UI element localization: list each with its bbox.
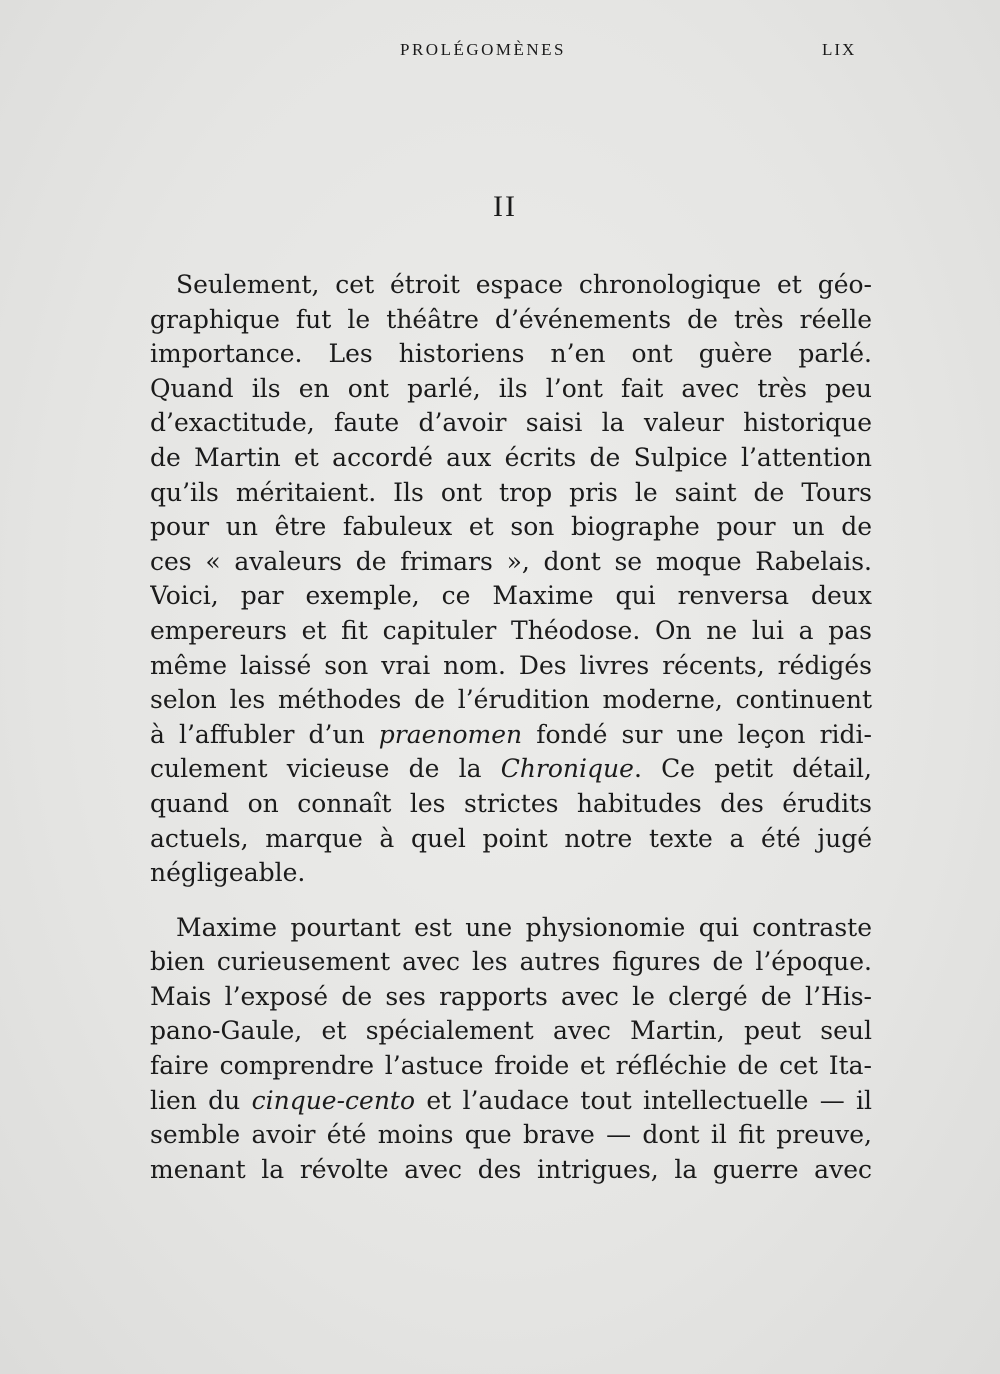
paragraph-1 bbox=[150, 268, 872, 891]
text-line: qu’ils méritaient. Ils ont trop pris le saint de Tours bbox=[150, 477, 872, 507]
text-run: lien du bbox=[150, 1085, 252, 1115]
text-line: selon les méthodes de l’érudition moderne, continuent bbox=[150, 685, 872, 715]
italic-term: cinque-cento bbox=[251, 1085, 416, 1115]
running-head bbox=[0, 40, 1000, 64]
text-line: actuels, marque à quel point notre texte a été jugé bbox=[150, 823, 872, 853]
text-line: d’exactitude, faute d’avoir saisi la valeur historique bbox=[150, 408, 872, 438]
text-line bbox=[150, 1084, 872, 1119]
text-line: Voici, par exemple, ce Maxime qui renversa deux bbox=[150, 581, 872, 611]
text-line: négligeable. bbox=[150, 858, 306, 888]
italic-title: Chronique bbox=[500, 754, 634, 784]
text-line: Maxime pourtant est une physionomie qui contraste bbox=[176, 912, 872, 942]
paragraph-2 bbox=[150, 911, 872, 1188]
text-line: même laissé son vrai nom. Des livres récents, rédigés bbox=[150, 650, 872, 680]
text-line: Quand ils en ont parlé, ils l’ont fait avec très peu bbox=[150, 373, 872, 403]
text-line: quand on connaît les strictes habitudes des érudits bbox=[150, 788, 872, 818]
paragraph-gap bbox=[150, 891, 872, 911]
text-line: semble avoir été moins que brave — dont il fit preuve, bbox=[150, 1120, 872, 1150]
text-line: bien curieusement avec les autres figures de l’époque. bbox=[150, 947, 872, 977]
text-run: à l’affubler d’un bbox=[150, 719, 379, 749]
page-number: LIX bbox=[822, 40, 857, 59]
text-line: importance. Les historiens n’en ont guère parlé. bbox=[150, 339, 872, 369]
body-text bbox=[150, 268, 872, 1187]
text-line bbox=[150, 718, 872, 753]
text-run: . Ce petit détail, bbox=[633, 754, 872, 784]
text-line: pour un être fabuleux et son biographe pour un de bbox=[150, 512, 872, 542]
text-run: fondé sur une leçon ridi- bbox=[522, 719, 872, 749]
text-line bbox=[150, 752, 872, 787]
section-number: II bbox=[493, 190, 517, 223]
text-line: Seulement, cet étroit espace chronologique et géo- bbox=[176, 270, 872, 299]
running-title: PROLÉGOMÈNES bbox=[400, 40, 567, 59]
text-run: et l’audace tout intellectuelle — il bbox=[415, 1085, 872, 1115]
text-line: pano-Gaule, et spécialement avec Martin, peut seul bbox=[150, 1016, 872, 1046]
text-line: ces « avaleurs de frimars », dont se moque Rabelais. bbox=[150, 546, 872, 576]
text-run: culement vicieuse de la bbox=[150, 754, 501, 784]
text-line: de Martin et accordé aux écrits de Sulpice l’attention bbox=[150, 442, 872, 472]
text-line: empereurs et fit capituler Théodose. On ne lui a pas bbox=[150, 615, 872, 645]
text-line: graphique fut le théâtre d’événements de très réelle bbox=[150, 304, 872, 334]
italic-term: praenomen bbox=[378, 719, 523, 749]
text-line: Mais l’exposé de ses rapports avec le clergé de l’His- bbox=[150, 981, 872, 1011]
text-line: faire comprendre l’astuce froide et réfléchie de cet Ita- bbox=[150, 1051, 872, 1081]
text-line: menant la révolte avec des intrigues, la guerre avec bbox=[150, 1154, 872, 1184]
